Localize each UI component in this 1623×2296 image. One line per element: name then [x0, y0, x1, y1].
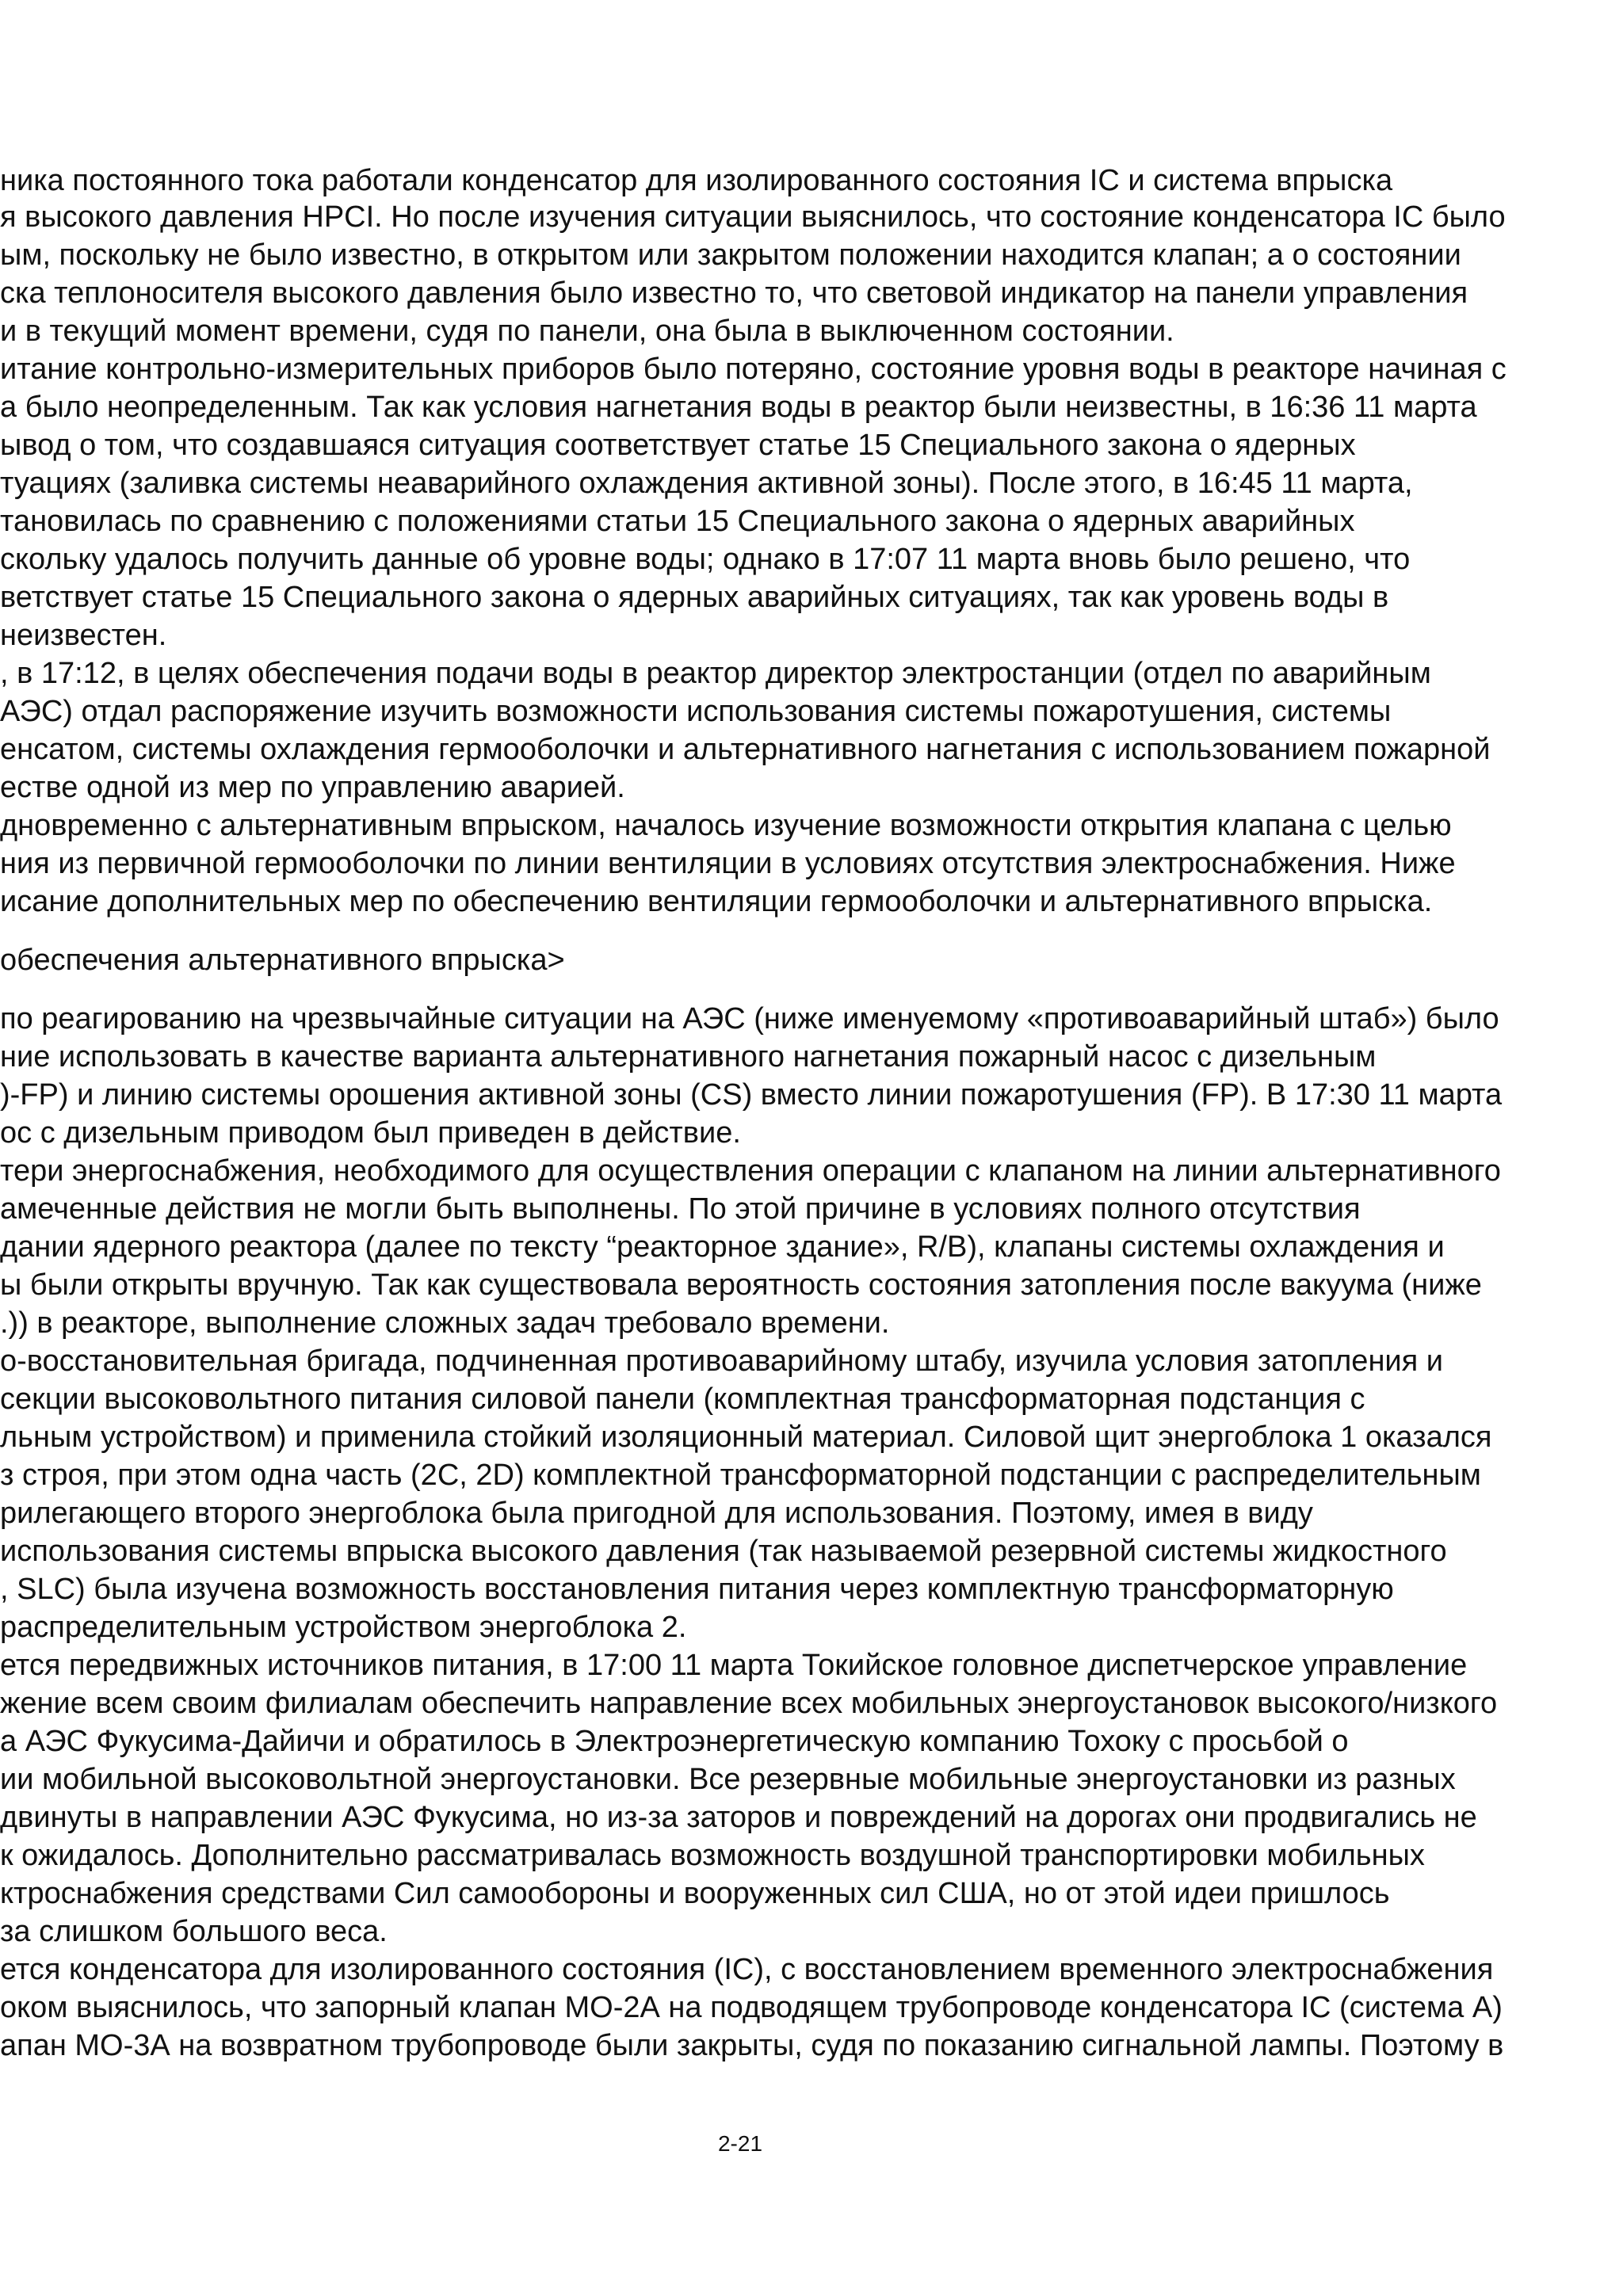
text-line: за слишком большого веса.	[0, 1915, 388, 1948]
text-line: ется конденсатора для изолированного состояния (IC), с восстановлением временного электроснабжения	[0, 1953, 1494, 1986]
text-line: дании ядерного реактора (далее по тексту “реакторное здание», R/B), клапаны системы охлаждения и	[0, 1230, 1445, 1264]
text-line: ывод о том, что создавшаяся ситуация соответствует статье 15 Специального закона о ядерных	[0, 429, 1356, 462]
text-line: ется передвижных источников питания, в 17:00 11 марта Токийское головное диспетчерское управление	[0, 1649, 1468, 1682]
text-line: распределительным устройством энергоблока 2.	[0, 1611, 687, 1644]
text-line: естве одной из мер по управлению аварией.	[0, 771, 625, 804]
text-line: я высокого давления HPCI. Но после изучения ситуации выяснилось, что состояние конденсатора IC было	[0, 200, 1506, 234]
text-line: туациях (заливка системы неаварийного охлаждения активной зоны). После этого, в 16:45 11 марта,	[0, 467, 1413, 500]
text-line: ы были открыты вручную. Так как существовала вероятность состояния затопления после вакуума (ниже	[0, 1268, 1482, 1302]
text-line: скольку удалось получить данные об уровне воды; однако в 17:07 11 марта вновь было решено, что	[0, 543, 1411, 576]
text-line: .)) в реакторе, выполнение сложных задач требовало времени.	[0, 1306, 890, 1340]
text-line: АЭС) отдал распоряжение изучить возможности использования системы пожаротушения, системы	[0, 695, 1392, 728]
text-line: льным устройством) и применила стойкий изоляционный материал. Силовой щит энергоблока 1 оказался	[0, 1421, 1492, 1454]
text-line: енсатом, системы охлаждения гермооболочки и альтернативного нагнетания с использованием пожарной	[0, 733, 1491, 766]
text-line: з строя, при этом одна часть (2C, 2D) комплектной трансформаторной подстанции с распределительным	[0, 1459, 1481, 1492]
text-line: , в 17:12, в целях обеспечения подачи воды в реактор директор электростанции (отдел по аварийным	[0, 657, 1431, 690]
text-line: о-восстановительная бригада, подчиненная противоаварийному штабу, изучила условия затопления и	[0, 1344, 1444, 1378]
text-line: ии мобильной высоковольтной энергоустановки. Все резервные мобильные энергоустановки из разных	[0, 1763, 1456, 1796]
text-line: ния из первичной гермооболочки по линии вентиляции в условиях отсутствия электроснабжения. Ниже	[0, 847, 1456, 880]
text-line: секции высоковольтного питания силовой панели (комплектная трансформаторная подстанция с	[0, 1383, 1365, 1416]
text-line: ветствует статье 15 Специального закона о ядерных аварийных ситуациях, так как уровень воды в	[0, 581, 1389, 614]
text-line: а было неопределенным. Так как условия нагнетания воды в реактор были неизвестны, в 16:36 11 марта	[0, 391, 1477, 424]
text-line: а АЭС Фукусима-Дайичи и обратилось в Электроэнергетическую компанию Тохоку с просьбой о	[0, 1725, 1349, 1758]
text-line: жение всем своим филиалам обеспечить направление всех мобильных энергоустановок высокого/низкого	[0, 1687, 1498, 1720]
text-line: оком выяснилось, что запорный клапан МО-2А на подводящем трубопроводе конденсатора IC (система А)	[0, 1991, 1503, 2024]
text-line: апан МО-3А на возвратном трубопроводе были закрыты, судя по показанию сигнальной лампы. Поэтому в	[0, 2029, 1504, 2062]
text-line: ска теплоносителя высокого давления было известно то, что световой индикатор на панели управления	[0, 277, 1468, 310]
text-line: к ожидалось. Дополнительно рассматривалась возможность воздушной транспортировки мобильных	[0, 1839, 1425, 1872]
text-line: ым, поскольку не было известно, в открытом или закрытом положении находится клапан; а о состоянии	[0, 238, 1461, 272]
text-line: тери энергоснабжения, необходимого для осуществления операции с клапаном на линии альтернативного	[0, 1154, 1501, 1188]
text-line: ос с дизельным приводом был приведен в действие.	[0, 1116, 741, 1150]
text-line: и в текущий момент времени, судя по панели, она была в выключенном состоянии.	[0, 315, 1174, 348]
text-line: дновременно с альтернативным впрыском, началось изучение возможности открытия клапана с целью	[0, 809, 1452, 842]
text-line: ника постоянного тока работали конденсатор для изолированного состояния IC и система впрыска	[0, 164, 1393, 197]
text-line: ние использовать в качестве варианта альтернативного нагнетания пожарный насос с дизельным	[0, 1040, 1377, 1074]
text-line: ктроснабжения средствами Сил самообороны и вооруженных сил США, но от этой идеи пришлось	[0, 1877, 1390, 1910]
text-line: использования системы впрыска высокого давления (так называемой резервной системы жидкостного	[0, 1535, 1447, 1568]
text-line: неизвестен.	[0, 619, 167, 652]
text-line: двинуты в направлении АЭС Фукусима, но из-за заторов и повреждений на дорогах они продвигались не	[0, 1801, 1477, 1834]
text-line: итание контрольно-измерительных приборов было потеряно, состояние уровня воды в реакторе начиная с	[0, 353, 1507, 386]
text-line: , SLC) была изучена возможность восстановления питания через комплектную трансформаторную	[0, 1573, 1394, 1606]
text-line: исание дополнительных мер по обеспечению вентиляции гермооболочки и альтернативного впрыска.	[0, 885, 1433, 918]
text-line: амеченные действия не могли быть выполнены. По этой причине в условиях полного отсутствия	[0, 1192, 1361, 1226]
text-line: тановилась по сравнению с положениями статьи 15 Специального закона о ядерных аварийных	[0, 505, 1355, 538]
page-number: 2-21	[717, 2131, 763, 2156]
text-line: рилегающего второго энергоблока была пригодной для использования. Поэтому, имея в виду	[0, 1497, 1313, 1530]
text-line: обеспечения альтернативного впрыска>	[0, 944, 565, 977]
text-line: по реагированию на чрезвычайные ситуации на АЭС (ниже именуемому «противоаварийный штаб») было	[0, 1002, 1499, 1035]
text-line: )-FP) и линию системы орошения активной зоны (CS) вместо линии пожаротушения (FP). В 17:30 11 марта	[0, 1078, 1503, 1112]
